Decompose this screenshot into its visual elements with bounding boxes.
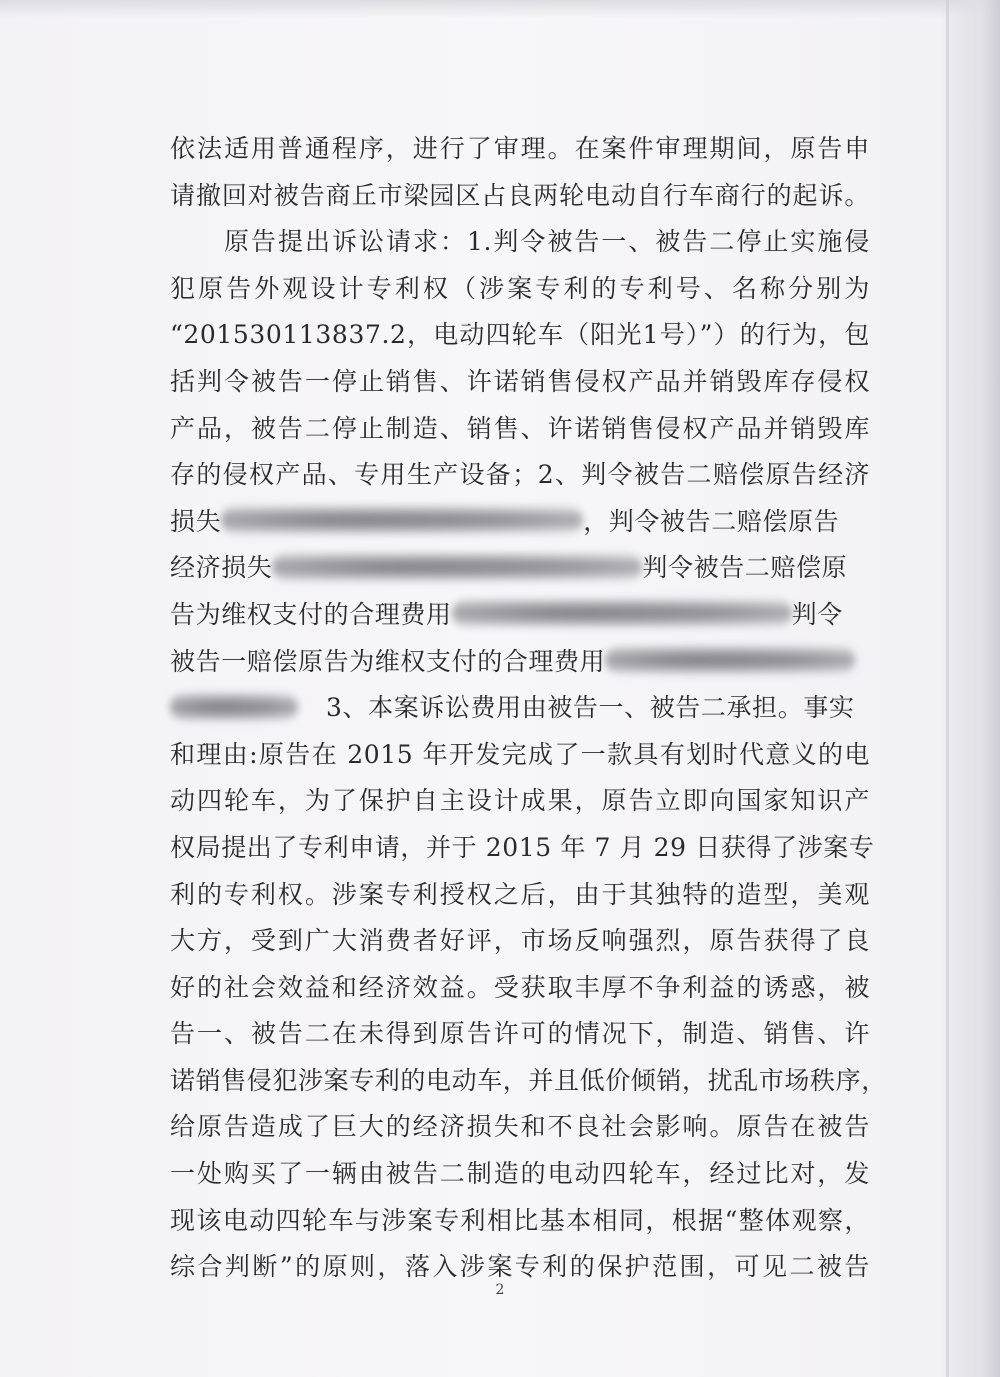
text-fragment: 判令被告二赔偿原 <box>642 553 848 583</box>
text-fragment: 3、本案诉讼费用由被告一、被告二承担。事实 <box>326 693 855 723</box>
text-line: 利的专利权。涉案专利授权之后，由于其独特的造型，美观 <box>170 879 870 909</box>
text-line: 原告提出诉讼请求：1.判令被告一、被告二停止实施侵 <box>170 227 870 257</box>
text-fragment: 告为维权支付的合理费用 <box>170 599 452 629</box>
text-line-redacted <box>170 639 870 686</box>
text-line: 诺销售侵犯涉案专利的电动车，并且低价倾销，扰乱市场秩序， <box>170 1065 887 1095</box>
text-line-redacted <box>170 545 870 592</box>
text-line: 现该电动四轮车与涉案专利相比基本相同，根据“整体观察， <box>170 1205 870 1235</box>
redaction-blur <box>605 646 855 674</box>
page-fold-line <box>946 0 949 1377</box>
text-line: 和理由:原告在 2015 年开发完成了一款具有划时代意义的电 <box>170 739 870 769</box>
page-number: 2 <box>495 1282 505 1298</box>
text-fragment: 经济损失 <box>170 553 273 583</box>
text-line: 权局提出了专利申请，并于 2015 年 7 月 29 日获得了涉案专 <box>170 832 875 862</box>
text-line-redacted <box>170 592 870 639</box>
text-line-redacted <box>170 499 870 546</box>
text-line: 好的社会效益和经济效益。受获取丰厚不争利益的诱惑，被 <box>170 972 870 1002</box>
text-line: 括判令被告一停止销售、许诺销售侵权产品并销毁库存侵权 <box>170 366 870 396</box>
text-line: 存的侵权产品、专用生产设备；2、判令被告二赔偿原告经济 <box>170 460 870 490</box>
text-line: “201530113837.2，电动四轮车（阳光1号）”）的行为，包 <box>170 320 870 350</box>
text-line-redacted <box>170 685 870 732</box>
text-line: 产品，被告二停止制造、销售、许诺销售侵权产品并销毁库 <box>170 413 870 443</box>
text-line: 动四轮车，为了保护自主设计成果，原告立即向国家知识产 <box>170 786 870 816</box>
page-right-edge-shadow <box>940 0 1000 1377</box>
text-line: 请撤回对被告商丘市梁园区占良两轮电动自行车商行的起诉。 <box>170 180 870 210</box>
redaction-blur <box>452 599 792 627</box>
text-line: 犯原告外观设计专利权（涉案专利的专利号、名称分别为 <box>170 273 870 303</box>
redaction-blur <box>170 693 298 721</box>
page-top-shadow <box>0 0 1000 18</box>
text-fragment: ，判令被告二赔偿原告 <box>583 506 840 536</box>
text-line: 告一、被告二在未得到原告许可的情况下，制造、销售、许 <box>170 1019 870 1049</box>
redaction-blur <box>221 506 583 534</box>
text-fragment: 被告一赔偿原告为维权支付的合理费用 <box>170 646 606 676</box>
text-line: 依法适用普通程序，进行了审理。在案件审理期间，原告申 <box>170 134 870 163</box>
redaction-blur <box>272 553 642 581</box>
text-line: 给原告造成了巨大的经济损失和不良社会影响。原告在被告 <box>170 1112 870 1142</box>
text-fragment: 判令 <box>791 599 843 629</box>
document-body <box>170 126 887 1291</box>
text-fragment: 损失 <box>170 506 222 536</box>
text-line: 大方，受到广大消费者好评，市场反响强烈，原告获得了良 <box>170 926 870 956</box>
text-line: 一处购买了一辆由被告二制造的电动四轮车，经过比对，发 <box>170 1159 870 1189</box>
text-line: 综合判断”的原则，落入涉案专利的保护范围，可见二被告 <box>170 1252 870 1282</box>
